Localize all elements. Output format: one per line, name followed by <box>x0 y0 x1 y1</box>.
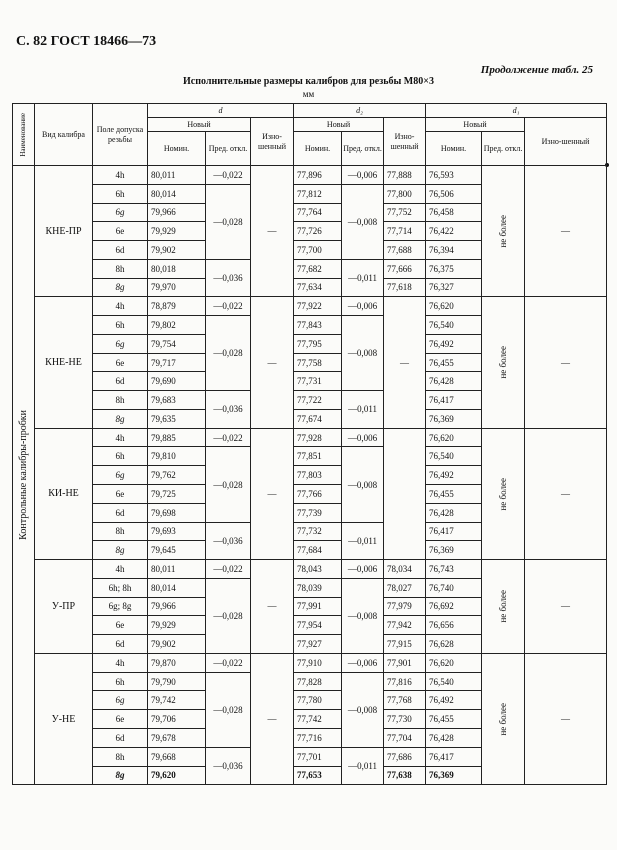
d2-worn-cell: 77,816 <box>384 672 426 691</box>
d2-nominal-cell: 78,039 <box>294 578 342 597</box>
d-nominal-cell: 79,706 <box>148 710 206 729</box>
page-reference: С. 82 ГОСТ 18466—73 <box>16 34 157 49</box>
d-dev-cell: —0,028 <box>206 184 251 259</box>
d-nominal-cell: 79,717 <box>148 353 206 372</box>
d1-nominal-cell: 76,620 <box>426 297 482 316</box>
d-dev-cell: —0,022 <box>206 297 251 316</box>
tolerance-cell: 6h <box>93 316 148 335</box>
d2-worn-cell: 77,915 <box>384 635 426 654</box>
d-dev-cell: —0,028 <box>206 447 251 522</box>
d2-dev-cell: —0,008 <box>342 316 384 391</box>
d1-nominal-cell: 76,740 <box>426 578 482 597</box>
table-continuation: Продолжение табл. 25 <box>480 64 593 76</box>
d1-nominal-cell: 76,455 <box>426 485 482 504</box>
d2-worn-cell: 77,714 <box>384 222 426 241</box>
d2-dev-cell: —0,008 <box>342 578 384 653</box>
d1-nominal-cell: 76,620 <box>426 428 482 447</box>
d-nominal-cell: 79,929 <box>148 616 206 635</box>
d-nominal-cell: 79,966 <box>148 203 206 222</box>
d-nominal-cell: 79,810 <box>148 447 206 466</box>
d2-worn-cell: 77,730 <box>384 710 426 729</box>
d2-nominal-cell: 77,843 <box>294 316 342 335</box>
d2-worn-cell: 77,942 <box>384 616 426 635</box>
d-dev-cell: —0,028 <box>206 578 251 653</box>
d2-worn-cell: 77,704 <box>384 728 426 747</box>
d1-nominal-cell: 76,492 <box>426 466 482 485</box>
d-nominal-cell: 80,011 <box>148 166 206 185</box>
d2-worn-cell: 77,638 <box>384 766 426 785</box>
d1-nominal-cell: 76,428 <box>426 503 482 522</box>
tolerance-cell: 8g <box>93 278 148 297</box>
tolerance-cell: 8g <box>93 409 148 428</box>
d2-nominal-cell: 77,701 <box>294 747 342 766</box>
section-label-cell: Контрольные калибры-пробки <box>13 166 35 785</box>
d1-worn-header: Изно-шенный <box>525 118 607 166</box>
tolerance-cell: 4h <box>93 653 148 672</box>
tolerance-cell: 8h <box>93 391 148 410</box>
tolerance-cell: 6d <box>93 728 148 747</box>
table-caption: Исполнительные размеры калибров для резьбы М80×3 <box>183 76 434 87</box>
d-dev-cell: —0,022 <box>206 560 251 579</box>
d1-dev-cell: не более <box>482 560 525 654</box>
d2-worn-cell: 77,618 <box>384 278 426 297</box>
d-dev-cell: —0,036 <box>206 522 251 560</box>
d-nominal-cell: 80,018 <box>148 259 206 278</box>
d-worn-cell: — <box>251 560 294 654</box>
d-nominal-cell: 79,635 <box>148 409 206 428</box>
d1-nominal-cell: 76,369 <box>426 766 482 785</box>
d2-nominal-header: Номин. <box>294 132 342 166</box>
d1-dev-cell: не более <box>482 428 525 559</box>
d2-nominal-cell: 77,922 <box>294 297 342 316</box>
d1-nominal-cell: 76,620 <box>426 653 482 672</box>
d2-dev-header: Пред. откл. <box>342 132 384 166</box>
d2-worn-cell: 78,027 <box>384 578 426 597</box>
d-worn-cell: — <box>251 428 294 559</box>
d2-worn-cell: 78,034 <box>384 560 426 579</box>
d-worn-header: Изно-шенный <box>251 118 294 166</box>
tolerance-cell: 6g <box>93 691 148 710</box>
d2-dev-cell: —0,006 <box>342 560 384 579</box>
tolerance-cell: 6g <box>93 466 148 485</box>
d2-dev-cell: —0,006 <box>342 297 384 316</box>
col-d-header: d <box>148 104 294 118</box>
tolerance-cell: 6h <box>93 184 148 203</box>
d-nominal-cell: 79,698 <box>148 503 206 522</box>
table-unit: мм <box>302 89 315 99</box>
d2-nominal-cell: 77,684 <box>294 541 342 560</box>
d2-dev-cell: —0,008 <box>342 447 384 522</box>
d2-nominal-cell: 77,954 <box>294 616 342 635</box>
d1-nominal-cell: 76,417 <box>426 391 482 410</box>
d1-nominal-header: Номин. <box>426 132 482 166</box>
tolerance-cell: 6h; 8h <box>93 578 148 597</box>
d1-nominal-cell: 76,455 <box>426 710 482 729</box>
d-nominal-cell: 79,870 <box>148 653 206 672</box>
d2-worn-cell: 77,979 <box>384 597 426 616</box>
d-nominal-cell: 80,014 <box>148 184 206 203</box>
d-nominal-cell: 79,693 <box>148 522 206 541</box>
tolerance-cell: 6h <box>93 672 148 691</box>
d1-nominal-cell: 76,540 <box>426 447 482 466</box>
d2-worn-cell: 77,901 <box>384 653 426 672</box>
d2-nominal-cell: 78,043 <box>294 560 342 579</box>
d2-nominal-cell: 77,674 <box>294 409 342 428</box>
d-nominal-cell: 79,645 <box>148 541 206 560</box>
d2-worn-cell: 77,666 <box>384 259 426 278</box>
d-new-header: Новый <box>148 118 251 132</box>
d-nominal-cell: 79,902 <box>148 241 206 260</box>
d1-nominal-cell: 76,394 <box>426 241 482 260</box>
d2-dev-cell: —0,011 <box>342 747 384 785</box>
d-dev-cell: —0,028 <box>206 316 251 391</box>
d1-nominal-cell: 76,692 <box>426 597 482 616</box>
d-worn-cell: — <box>251 653 294 784</box>
tolerance-cell: 6g; 8g <box>93 597 148 616</box>
d2-dev-cell: —0,006 <box>342 653 384 672</box>
d2-worn-header: Изно-шенный <box>384 118 426 166</box>
tolerance-cell: 4h <box>93 560 148 579</box>
d-nominal-cell: 79,802 <box>148 316 206 335</box>
col-tolerance-header: Поле допуска резьбы <box>93 104 148 166</box>
d2-nominal-cell: 77,726 <box>294 222 342 241</box>
d2-worn-cell: 77,686 <box>384 747 426 766</box>
table-row <box>13 297 607 316</box>
tolerance-cell: 6g <box>93 203 148 222</box>
d1-nominal-cell: 76,492 <box>426 691 482 710</box>
tolerance-cell: 8h <box>93 747 148 766</box>
tolerance-cell: 6d <box>93 372 148 391</box>
d2-worn-cell: 77,752 <box>384 203 426 222</box>
tolerance-cell: 6e <box>93 616 148 635</box>
d-nominal-cell: 79,885 <box>148 428 206 447</box>
d1-nominal-cell: 76,743 <box>426 560 482 579</box>
d-dev-cell: —0,036 <box>206 747 251 785</box>
col-gauge-type-header: Вид калибра <box>35 104 93 166</box>
d-dev-cell: —0,036 <box>206 391 251 429</box>
d1-nominal-cell: 76,369 <box>426 541 482 560</box>
tolerance-cell: 4h <box>93 428 148 447</box>
d1-nominal-cell: 76,417 <box>426 747 482 766</box>
d-nominal-cell: 79,902 <box>148 635 206 654</box>
d2-nominal-cell: 77,682 <box>294 259 342 278</box>
tolerance-cell: 6e <box>93 485 148 504</box>
d2-nominal-cell: 77,653 <box>294 766 342 785</box>
d1-nominal-cell: 76,506 <box>426 184 482 203</box>
d2-dev-cell: —0,006 <box>342 166 384 185</box>
d2-nominal-cell: 77,795 <box>294 334 342 353</box>
d1-worn-cell: — <box>525 166 607 297</box>
d1-nominal-cell: 76,417 <box>426 522 482 541</box>
d1-nominal-cell: 76,455 <box>426 353 482 372</box>
d-nominal-cell: 79,790 <box>148 672 206 691</box>
d1-nominal-cell: 76,656 <box>426 616 482 635</box>
tolerance-cell: 6e <box>93 353 148 372</box>
d2-nominal-cell: 77,928 <box>294 428 342 447</box>
tolerance-cell: 6e <box>93 710 148 729</box>
gauge-type-cell: У-ПР <box>35 560 93 654</box>
d1-nominal-cell: 76,492 <box>426 334 482 353</box>
d1-nominal-cell: 76,428 <box>426 372 482 391</box>
d-nominal-cell: 79,754 <box>148 334 206 353</box>
d2-nominal-cell: 77,896 <box>294 166 342 185</box>
d1-dev-cell: не более <box>482 653 525 784</box>
tolerance-cell: 8g <box>93 766 148 785</box>
col-name-header: Наименование <box>13 104 35 166</box>
gauge-type-cell: КНЕ-ПР <box>35 166 93 297</box>
table-row <box>13 428 607 447</box>
d-nominal-cell: 79,762 <box>148 466 206 485</box>
table-row <box>13 166 607 185</box>
d-dev-cell: —0,036 <box>206 259 251 297</box>
d2-worn-cell: 77,800 <box>384 184 426 203</box>
d-dev-cell: —0,028 <box>206 672 251 747</box>
d2-nominal-cell: 77,731 <box>294 372 342 391</box>
d1-nominal-cell: 76,422 <box>426 222 482 241</box>
tolerance-cell: 8g <box>93 541 148 560</box>
d2-nominal-cell: 77,828 <box>294 672 342 691</box>
d2-nominal-cell: 77,732 <box>294 522 342 541</box>
d2-nominal-cell: 77,927 <box>294 635 342 654</box>
d2-worn-cell: 77,888 <box>384 166 426 185</box>
d-nominal-cell: 79,929 <box>148 222 206 241</box>
d1-worn-cell: — <box>525 653 607 784</box>
gauge-dimensions-table <box>12 103 607 785</box>
tolerance-cell: 6g <box>93 334 148 353</box>
d2-nominal-cell: 77,991 <box>294 597 342 616</box>
d1-nominal-cell: 76,540 <box>426 316 482 335</box>
gauge-type-cell: КНЕ-НЕ <box>35 297 93 428</box>
gauge-type-cell: У-НЕ <box>35 653 93 784</box>
d1-new-header: Новый <box>426 118 525 132</box>
d-nominal-cell: 79,690 <box>148 372 206 391</box>
d2-dev-cell: —0,006 <box>342 428 384 447</box>
tolerance-cell: 6d <box>93 241 148 260</box>
d2-nominal-cell: 77,700 <box>294 241 342 260</box>
tolerance-cell: 8h <box>93 259 148 278</box>
d2-nominal-cell: 77,910 <box>294 653 342 672</box>
d2-nominal-cell: 77,812 <box>294 184 342 203</box>
d2-worn-cell <box>384 428 426 559</box>
d2-worn-cell: 77,688 <box>384 241 426 260</box>
d2-nominal-cell: 77,739 <box>294 503 342 522</box>
d-nominal-cell: 79,678 <box>148 728 206 747</box>
d1-nominal-cell: 76,375 <box>426 259 482 278</box>
d-worn-cell: — <box>251 166 294 297</box>
d2-nominal-cell: 77,722 <box>294 391 342 410</box>
d-worn-cell: — <box>251 297 294 428</box>
tolerance-cell: 4h <box>93 297 148 316</box>
table-row <box>13 653 607 672</box>
tolerance-cell: 6d <box>93 635 148 654</box>
d-nominal-cell: 80,011 <box>148 560 206 579</box>
d1-worn-cell: — <box>525 428 607 559</box>
d2-dev-cell: —0,008 <box>342 184 384 259</box>
tolerance-cell: 6d <box>93 503 148 522</box>
d1-worn-cell: — <box>525 297 607 428</box>
d-nominal-cell: 79,683 <box>148 391 206 410</box>
col-d2-header: d₂ <box>294 104 426 118</box>
col-d1-header: d₁ <box>426 104 607 118</box>
d1-worn-cell: — <box>525 560 607 654</box>
d1-nominal-cell: 76,369 <box>426 409 482 428</box>
d2-nominal-cell: 77,851 <box>294 447 342 466</box>
d2-dev-cell: —0,011 <box>342 391 384 429</box>
gauge-type-cell: КИ-НЕ <box>35 428 93 559</box>
d1-nominal-cell: 76,327 <box>426 278 482 297</box>
tolerance-cell: 6e <box>93 222 148 241</box>
d-dev-header: Пред. откл. <box>206 132 251 166</box>
d-dev-cell: —0,022 <box>206 653 251 672</box>
d-nominal-cell: 79,970 <box>148 278 206 297</box>
d2-nominal-cell: 77,742 <box>294 710 342 729</box>
d1-dev-cell: не более <box>482 166 525 297</box>
table-row <box>13 560 607 579</box>
d-dev-cell: —0,022 <box>206 428 251 447</box>
d2-dev-cell: —0,011 <box>342 259 384 297</box>
d1-dev-header: Пред. откл. <box>482 132 525 166</box>
d2-dev-cell: —0,011 <box>342 522 384 560</box>
d2-worn-cell: — <box>384 297 426 428</box>
d-nominal-cell: 79,668 <box>148 747 206 766</box>
d1-nominal-cell: 76,540 <box>426 672 482 691</box>
d1-nominal-cell: 76,628 <box>426 635 482 654</box>
d-nominal-cell: 79,742 <box>148 691 206 710</box>
d2-nominal-cell: 77,803 <box>294 466 342 485</box>
d1-nominal-cell: 76,593 <box>426 166 482 185</box>
d2-nominal-cell: 77,634 <box>294 278 342 297</box>
d-nominal-cell: 79,966 <box>148 597 206 616</box>
d1-nominal-cell: 76,458 <box>426 203 482 222</box>
d2-nominal-cell: 77,716 <box>294 728 342 747</box>
d1-nominal-cell: 76,428 <box>426 728 482 747</box>
d-dev-cell: —0,022 <box>206 166 251 185</box>
d2-nominal-cell: 77,758 <box>294 353 342 372</box>
d-nominal-header: Номин. <box>148 132 206 166</box>
d2-worn-cell: 77,768 <box>384 691 426 710</box>
tolerance-cell: 8h <box>93 522 148 541</box>
d-nominal-cell: 80,014 <box>148 578 206 597</box>
d2-nominal-cell: 77,766 <box>294 485 342 504</box>
d1-dev-cell: не более <box>482 297 525 428</box>
d-nominal-cell: 78,879 <box>148 297 206 316</box>
d-nominal-cell: 79,620 <box>148 766 206 785</box>
d2-dev-cell: —0,008 <box>342 672 384 747</box>
tolerance-cell: 4h <box>93 166 148 185</box>
d-nominal-cell: 79,725 <box>148 485 206 504</box>
d2-nominal-cell: 77,780 <box>294 691 342 710</box>
d2-new-header: Новый <box>294 118 384 132</box>
d2-nominal-cell: 77,764 <box>294 203 342 222</box>
tolerance-cell: 6h <box>93 447 148 466</box>
